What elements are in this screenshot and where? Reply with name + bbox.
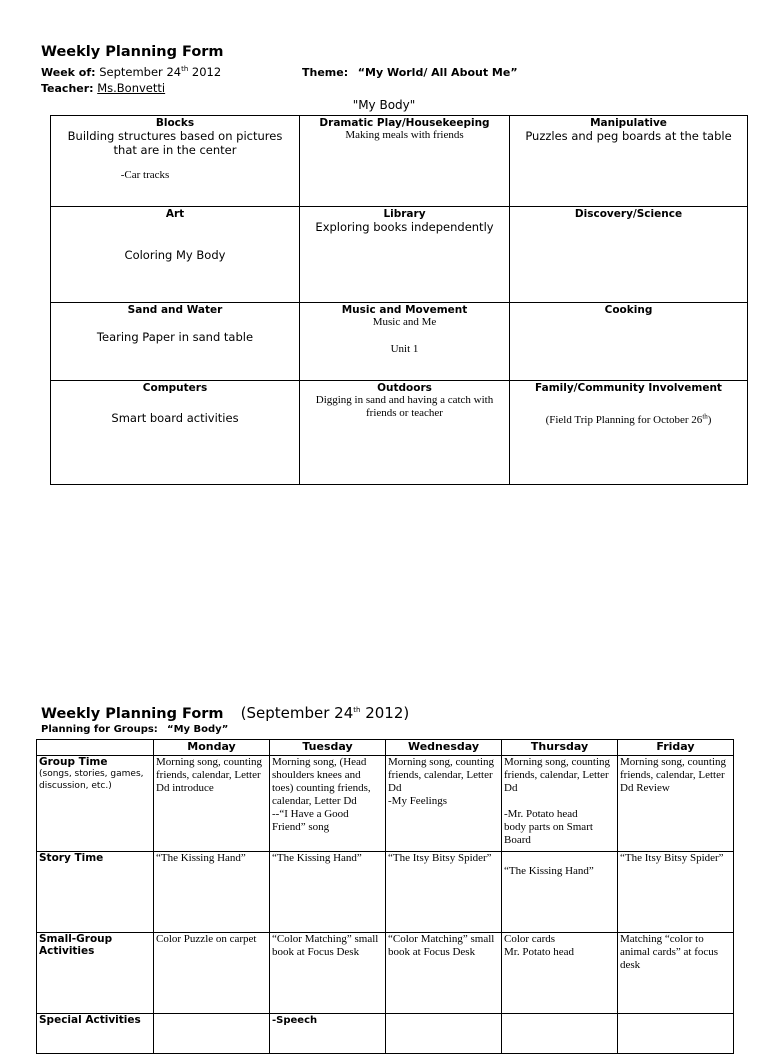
form1-title: Weekly Planning Form	[41, 44, 224, 60]
cell-title: Manipulative	[590, 117, 667, 129]
week-of-value: September 24th 2012	[99, 65, 222, 79]
table-cell: “The Itsy Bitsy Spider”	[618, 852, 734, 933]
table-cell: -Speech	[270, 1014, 386, 1054]
cell-family-community	[510, 381, 748, 485]
table-cell	[154, 1014, 270, 1054]
cell-computers	[51, 381, 300, 485]
learning-centers-grid	[50, 115, 748, 485]
group-planning-grid	[36, 739, 734, 1054]
teacher-value: Ms.Bonvetti	[97, 81, 166, 95]
table-row	[37, 1014, 734, 1054]
row-header-story-time: Story Time	[37, 852, 154, 933]
day-header-thursday: Thursday	[502, 740, 618, 756]
day-header-tuesday: Tuesday	[270, 740, 386, 756]
day-header-friday: Friday	[618, 740, 734, 756]
table-cell: Morning song, (Head shoulders knees and toes) counting friends, calendar, Letter Dd --“I Have a Good Friend” song	[270, 756, 386, 852]
cell-title: Art	[165, 208, 185, 220]
theme-line	[302, 65, 518, 79]
cell-title: Blocks	[155, 117, 195, 129]
cell-title: Sand and Water	[127, 304, 223, 316]
planning-line	[41, 724, 228, 735]
table-row	[37, 756, 734, 852]
table-cell: “The Kissing Hand”	[154, 852, 270, 933]
week-of-line	[41, 65, 221, 79]
cell-text: Coloring My Body	[124, 248, 226, 262]
cell-text: (Field Trip Planning for October 26th)	[545, 412, 712, 426]
form2-title-line	[41, 703, 409, 722]
table-cell: Color Puzzle on carpet	[154, 933, 270, 1014]
corner-header	[37, 740, 154, 756]
planning-label: Planning for Groups:	[41, 724, 158, 735]
table-cell: Morning song, counting friends, calendar, Letter Dd -Mr. Potato head body parts on Smart Board	[502, 756, 618, 852]
day-header-wednesday: Wednesday	[386, 740, 502, 756]
cell-text: Puzzles and peg boards at the table	[525, 129, 732, 143]
cell-title: Outdoors	[377, 382, 432, 394]
form2-title: Weekly Planning Form	[41, 706, 224, 722]
teacher-line	[41, 81, 165, 95]
cell-cooking	[510, 303, 748, 381]
table-cell: “The Kissing Hand”	[502, 852, 618, 933]
cell-title: Cooking	[604, 304, 653, 316]
cell-outdoors	[300, 381, 510, 485]
cell-text: Smart board activities	[111, 411, 239, 425]
table-cell: Matching “color to animal cards” at focus desk	[618, 933, 734, 1014]
cell-title: Music and Movement	[341, 304, 468, 316]
table-cell	[618, 1014, 734, 1054]
table-cell: “The Kissing Hand”	[270, 852, 386, 933]
theme-label: Theme:	[302, 66, 349, 79]
row-header-special-activities: Special Activities	[37, 1014, 154, 1054]
cell-title: Library	[383, 208, 426, 220]
table-cell: “The Itsy Bitsy Spider”	[386, 852, 502, 933]
cell-text: -Car tracks	[120, 169, 170, 181]
cell-title: Family/Community Involvement	[535, 382, 722, 394]
theme-value: “My World/ All About Me”	[357, 66, 518, 79]
cell-text: Making meals with friends	[345, 129, 464, 141]
form2-date: (September 24th 2012)	[240, 704, 410, 722]
cell-text: Unit 1	[390, 343, 419, 355]
table-cell: Morning song, counting friends, calendar, Letter Dd introduce	[154, 756, 270, 852]
table-cell: “Color Matching” small book at Focus Desk	[270, 933, 386, 1014]
row-header-group-time: Group Time (songs, stories, games, discussion, etc.)	[37, 756, 154, 852]
cell-text: Music and Me	[372, 316, 437, 328]
cell-text: Exploring books independently	[315, 220, 494, 234]
cell-text: Building structures based on pictures that are in the center	[67, 129, 283, 157]
table-cell: Morning song, counting friends, calendar, Letter Dd Review	[618, 756, 734, 852]
table-cell: Color cards Mr. Potato head	[502, 933, 618, 1014]
cell-blocks	[51, 116, 300, 207]
cell-sand-water	[51, 303, 300, 381]
table-cell	[386, 1014, 502, 1054]
cell-title: Computers	[142, 382, 208, 394]
day-header-monday: Monday	[154, 740, 270, 756]
cell-manipulative	[510, 116, 748, 207]
teacher-label: Teacher:	[41, 82, 94, 95]
table-cell: Morning song, counting friends, calendar, Letter Dd -My Feelings	[386, 756, 502, 852]
table-cell	[502, 1014, 618, 1054]
cell-text: Tearing Paper in sand table	[96, 330, 254, 344]
cell-discovery-science	[510, 207, 748, 303]
cell-art	[51, 207, 300, 303]
subtheme-title: "My Body"	[352, 98, 416, 112]
cell-music-movement	[300, 303, 510, 381]
cell-library	[300, 207, 510, 303]
cell-text: Digging in sand and having a catch with friends or teacher	[315, 394, 494, 419]
table-cell: “Color Matching” small book at Focus Desk	[386, 933, 502, 1014]
table-row	[37, 933, 734, 1014]
table-row	[37, 852, 734, 933]
planning-value: “My Body”	[167, 724, 229, 735]
cell-title: Dramatic Play/Housekeeping	[319, 117, 490, 129]
cell-title: Discovery/Science	[574, 208, 683, 220]
cell-dramatic-play	[300, 116, 510, 207]
week-of-label: Week of:	[41, 66, 96, 79]
row-header-small-group: Small-Group Activities	[37, 933, 154, 1014]
